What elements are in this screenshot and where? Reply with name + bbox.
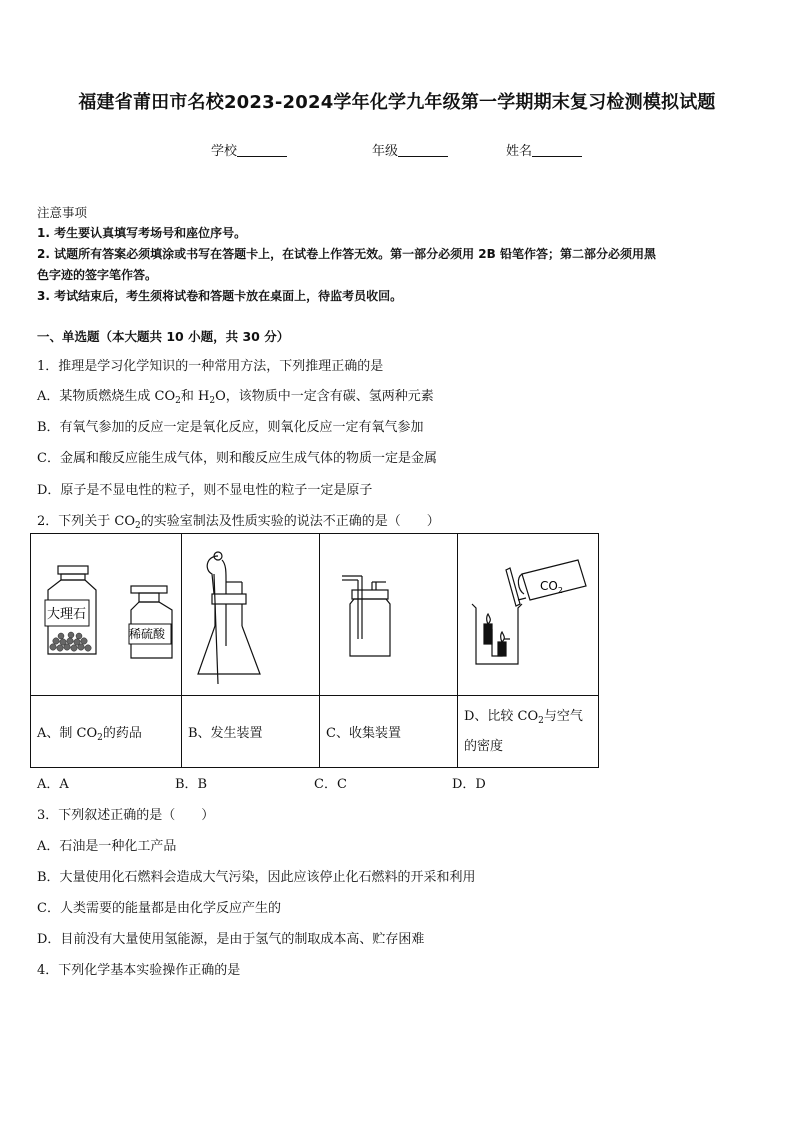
reagent-bottles-figure — [31, 534, 181, 691]
school-label: 学校 — [211, 144, 238, 159]
q1-a-text-1: A．某物质燃烧生成 CO — [37, 389, 176, 404]
page-title: 福建省莆田市名校2023-2024学年化学九年级第一学期期末复习检测模拟试题 — [78, 92, 716, 113]
q2-option-d: D．D — [452, 777, 486, 792]
caption-d-text-1: D、比较 CO — [464, 708, 539, 724]
grade-field — [372, 140, 448, 159]
caption-a-text-2: 的药品 — [102, 726, 142, 741]
q1-a-text-2: 和 H — [180, 389, 210, 404]
q1-a-text-3: O，该物质中一定含有碳、氢两种元素 — [215, 389, 434, 404]
caption-a-text-1: A、制 CO — [37, 726, 98, 741]
co2-label — [540, 579, 563, 595]
figure-cell-d — [458, 534, 599, 696]
q2-stem-text-1: 2．下列关于 CO — [37, 514, 136, 529]
q2-option-a: A．A — [37, 777, 69, 792]
q3-option-c: C．人类需要的能量都是由化学反应产生的 — [37, 901, 281, 916]
q3-option-a: A．石油是一种化工产品 — [37, 839, 177, 854]
school-blank — [237, 142, 287, 157]
q1-option-d: D．原子是不显电性的粒子，则不显电性的粒子一定是原子 — [37, 483, 373, 498]
q1-stem: 1．推理是学习化学知识的一种常用方法，下列推理正确的是 — [37, 359, 384, 374]
caption-b: B、发生装置 — [182, 696, 320, 768]
acid-label: 稀硫酸 — [129, 627, 166, 641]
notice-item-2-cont: 色字迹的签字笔作答。 — [37, 268, 158, 282]
caption-c: C、收集装置 — [320, 696, 458, 768]
caption-d — [458, 696, 599, 768]
grade-blank — [398, 142, 448, 157]
section-heading: 一、单选题（本大题共 10 小题，共 30 分） — [37, 329, 290, 344]
student-info-row — [0, 140, 794, 160]
q3-stem: 3．下列叙述正确的是（ ） — [37, 808, 215, 823]
conical-flask-icon — [198, 552, 260, 684]
subscript-2: 2 — [97, 733, 103, 743]
notice-item-3: 3. 考试结束后，考生须将试卷和答题卡放在桌面上，待监考员收回。 — [37, 289, 403, 303]
q1-option-b: B．有氧气参加的反应一定是氧化反应，则氧化反应一定有氧气参加 — [37, 420, 424, 435]
acid-bottle-icon — [129, 586, 172, 658]
caption-d-text-2: 与空气 — [543, 708, 583, 724]
caption-d-text-3: 的密度 — [464, 738, 504, 754]
subscript-2: 2 — [557, 586, 563, 595]
candle-beaker-figure — [458, 534, 598, 691]
subscript-2: 2 — [175, 396, 181, 406]
q2-option-b: B．B — [175, 777, 208, 792]
q1-option-c: C．金属和酸反应能生成气体，则和酸反应生成气体的物质一定是金属 — [37, 451, 437, 466]
notice-item-2: 2. 试题所有答案必须填涂或书写在答题卡上，在试卷上作答无效。第一部分必须用 2B 铅笔作答；第二部分必须用黑 — [37, 247, 656, 261]
name-blank — [532, 142, 582, 157]
q3-option-d: D．目前没有大量使用氢能源，是由于氢气的制取成本高、贮存困难 — [37, 932, 425, 947]
gas-bottle-figure — [320, 534, 457, 691]
flask-apparatus-figure — [182, 534, 319, 691]
q2-option-c: C．C — [314, 777, 347, 792]
subscript-2: 2 — [209, 396, 216, 406]
q2-stem — [37, 510, 440, 529]
name-label: 姓名 — [506, 144, 533, 159]
beaker-with-candles-icon — [472, 604, 522, 664]
subscript-2: 2 — [135, 521, 141, 531]
school-field — [211, 140, 287, 159]
subscript-2: 2 — [538, 715, 544, 726]
q2-figure-table — [30, 533, 599, 768]
q4-stem: 4．下列化学基本实验操作正确的是 — [37, 963, 241, 978]
caption-a — [31, 696, 182, 768]
q2-stem-text-2: 的实验室制法及性质实验的说法不正确的是（ ） — [140, 514, 440, 529]
q1-option-a — [37, 385, 434, 404]
collection-bottle-icon — [342, 576, 390, 656]
notice-block — [37, 202, 767, 307]
co2-label-main: CO — [540, 579, 558, 593]
q3-option-b: B．大量使用化石燃料会造成大气污染，因此应该停止化石燃料的开采和利用 — [37, 870, 476, 885]
figure-cell-c — [320, 534, 458, 696]
grade-label: 年级 — [372, 144, 399, 159]
figure-cell-a — [31, 534, 182, 696]
notice-item-1: 1. 考生要认真填写考场号和座位序号。 — [37, 226, 247, 240]
figure-cell-b — [182, 534, 320, 696]
name-field — [506, 140, 582, 159]
notice-heading: 注意事项 — [37, 205, 88, 220]
marble-label: 大理石 — [47, 607, 87, 622]
